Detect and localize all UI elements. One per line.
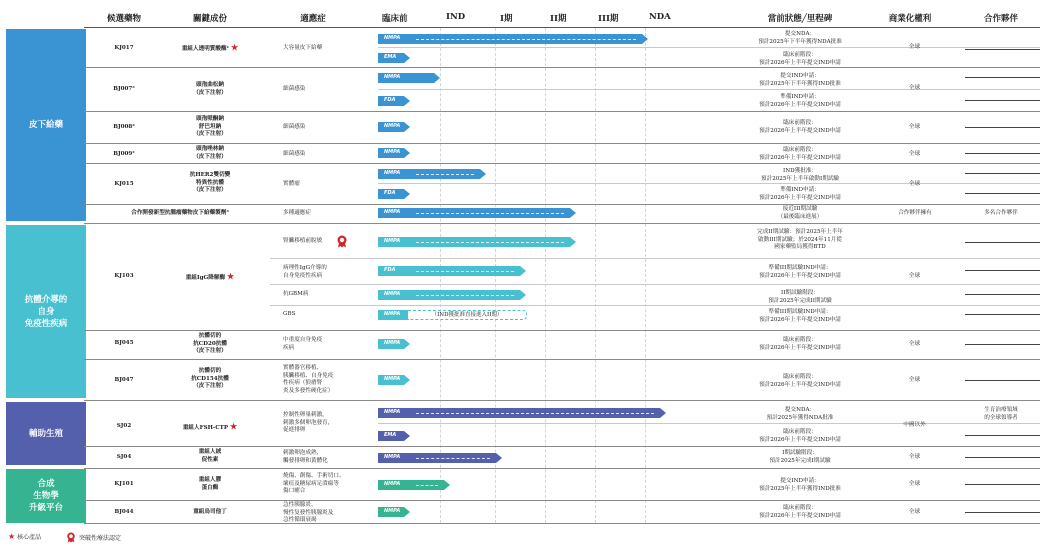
commercial-rights: 中國以外 <box>903 422 926 428</box>
drug-code: 合作開發新型抗腫瘤藥物皮下給藥製劑³ <box>131 210 229 216</box>
status: 提交NDA： 預計2025年獲得NDA批准 <box>766 407 834 421</box>
subrow-rule <box>270 258 1040 259</box>
status: 接近III期試驗 （最後臨床進展） <box>777 206 823 220</box>
commercial-rights: 全球 <box>908 481 921 487</box>
direct-phase2-note: （IND獲批准直接進入II期） <box>408 310 527 320</box>
status: 準備IND申請： 預計2026年上半年提交IND申請 <box>759 94 841 108</box>
drug-code: BJ044 <box>114 509 134 515</box>
regulator-label: NMPA <box>384 170 401 176</box>
partner-blank <box>965 344 1040 345</box>
regulator-label: NMPA <box>384 291 401 297</box>
progress-bar <box>378 73 440 83</box>
partner-blank <box>965 314 1040 315</box>
row-rule <box>84 468 1040 469</box>
progress-bar <box>378 453 502 463</box>
drug-code: BJ009² <box>113 151 135 157</box>
header-partner: 合作夥伴 <box>983 14 1018 24</box>
progress-bar <box>378 339 410 349</box>
row-rule <box>84 359 1040 360</box>
status: IND獲批准： 預計2025年上半年啟動I期試驗 <box>761 168 839 182</box>
ingredient: 頭孢哌酮鈉 舒巴坦鈉 （皮下注射） <box>193 116 227 137</box>
btd-badge-icon <box>336 233 348 246</box>
regulator-label: EMA <box>384 432 397 438</box>
regulator-label: NMPA <box>384 74 401 80</box>
commercial-rights: 全球 <box>908 273 921 279</box>
row-rule <box>84 204 1040 205</box>
status: 提交NDA： 預計2025年下半年獲得NDA批准 <box>758 31 842 45</box>
header-preclinical: 臨床前 <box>382 14 408 24</box>
progress-bar <box>378 96 410 106</box>
indication: 細菌感染 <box>283 151 306 157</box>
legend-core-product: ★ 核心產品 <box>8 532 42 541</box>
progress-bar <box>378 237 576 247</box>
header-phase2: II期 <box>550 14 567 24</box>
partner-blank <box>965 435 1040 436</box>
partner: 多名合作夥伴 <box>984 210 1018 216</box>
indication: 腎臟移植前脫敏 <box>283 238 323 244</box>
indication: 中重度自身免疫 疾病 <box>283 337 323 351</box>
progress-bar <box>378 34 648 44</box>
drug-code: SJ04 <box>116 454 132 460</box>
regulator-label: FDA <box>384 267 396 273</box>
regulator-label: NMPA <box>384 311 401 317</box>
phase-separator <box>595 28 597 523</box>
indication: 控制性卵巢刺激， 刺激多個卵泡發育， 促進排卵 <box>283 412 334 433</box>
drug-code: BJ007² <box>113 86 135 92</box>
partner-blank <box>965 270 1040 271</box>
core-product-star-icon: ★ <box>227 271 235 281</box>
commercial-rights: 全球 <box>908 151 921 157</box>
ingredient: 重組烏司他丁 <box>193 509 227 515</box>
partner-blank <box>965 49 1040 50</box>
regulator-label: NMPA <box>384 238 401 244</box>
ingredient: 抗體切的 抗CD20抗體 （皮下注射） <box>193 333 227 354</box>
header-rights: 商業化權利 <box>888 14 932 24</box>
status: 臨床前階段： 預計2026年上半年提交IND申請 <box>759 120 841 134</box>
indication: 病理性IgG介導的 自身免疫性疾病 <box>283 265 327 279</box>
regulator-label: FDA <box>384 97 396 103</box>
drug-code: KJ015 <box>114 181 134 187</box>
header-candidate: 候選藥物 <box>106 14 141 24</box>
row-rule <box>84 400 1040 401</box>
header-indication: 適應症 <box>300 14 326 24</box>
ingredient: 重組人絨 促性素 <box>198 449 222 463</box>
drug-code: BJ047 <box>114 377 134 383</box>
partner-blank <box>965 457 1040 458</box>
indication: 急性胰腺炎、 慢性复發性胰腺炎及 急性循環衰竭 <box>283 502 334 523</box>
commercial-rights: 全球 <box>908 341 921 347</box>
regulator-label: NMPA <box>384 409 401 415</box>
progress-bar <box>378 375 410 385</box>
progress-bar <box>378 431 410 441</box>
row-rule <box>84 67 1040 68</box>
commercial-rights: 全球 <box>908 44 921 50</box>
progress-bar <box>378 480 450 490</box>
partner-blank <box>965 242 1040 243</box>
drug-code: KJ017 <box>114 45 134 51</box>
row-rule <box>84 111 1040 112</box>
progress-bar <box>378 290 526 300</box>
row-rule <box>84 446 1040 447</box>
progress-bar <box>378 408 666 418</box>
ingredient: 頭孢曲松鈉 （皮下注射） <box>193 82 227 96</box>
commercial-rights: 全球 <box>908 509 921 515</box>
indication: 細菌感染 <box>283 124 306 130</box>
regulator-label: NMPA <box>384 123 401 129</box>
status: I期試驗階段： 預計2025年完成I期試驗 <box>769 450 831 464</box>
ingredient: 抗體切的 抗CD154抗體 （皮下注射） <box>191 368 229 389</box>
status: II期試驗階段： 預計2025年完成II期試驗 <box>768 290 832 304</box>
ingredient: 重組人膠 蛋白酶 <box>198 477 222 491</box>
commercial-rights: 全球 <box>908 377 921 383</box>
regulator-label: EMA <box>384 54 397 60</box>
indication: 實體器官移植、 胰臟移植、自身免疫 性疾病（狼瘡腎 炎及多發性硬化症） <box>283 365 334 394</box>
partner-blank <box>965 484 1040 485</box>
indication: 多種適應症 <box>283 210 311 216</box>
row-rule <box>84 523 1040 524</box>
status: 準備IND申請： 預計2026年上半年提交IND申請 <box>759 187 841 201</box>
progress-bar <box>378 507 410 517</box>
progress-bar <box>378 266 526 276</box>
regulator-label: NMPA <box>384 454 401 460</box>
partner-blank <box>965 512 1040 513</box>
status: 提交IND申請： 預計2025年上半年獲得IND批准 <box>759 478 841 492</box>
progress-bar <box>378 189 410 199</box>
area-autoimmune: 抗體介導的 自身 免疫性疾病 <box>6 225 86 398</box>
regulator-label: FDA <box>384 190 396 196</box>
partner-blank <box>965 153 1040 154</box>
status: 臨床前階段： 預計2026年上半年提交IND申請 <box>759 52 841 66</box>
regulator-label: NMPA <box>384 209 401 215</box>
drug-code: BJ045 <box>114 340 134 346</box>
progress-bar <box>378 122 410 132</box>
status: 完成II期試驗：預計2025年上半年 啟動III期試驗；於2024年11月從 國家藥監局獲得BTD <box>757 229 843 250</box>
row-rule <box>84 143 1040 144</box>
header-ind: IND <box>446 12 466 22</box>
drug-code: BJ008² <box>113 124 135 130</box>
area-assisted-reproduction: 輔助生殖 <box>6 402 86 465</box>
indication: 實體瘤 <box>283 181 300 187</box>
header-status: 當前狀態╱里程碑 <box>767 14 833 24</box>
header-rule <box>84 27 1040 28</box>
indication: 大容量皮下給藥 <box>283 45 323 51</box>
commercial-rights: 全球 <box>908 454 921 460</box>
ingredient: 重組人FSH-CTP ★ <box>182 421 238 431</box>
core-product-star-icon: ★ <box>230 421 238 431</box>
progress-bar <box>378 310 408 320</box>
commercial-rights: 全球 <box>908 181 921 187</box>
indication: 刺激卵泡成熟， 觸發排卵和黃體化 <box>283 450 328 464</box>
drug-code: KJ101 <box>114 481 134 487</box>
ingredient: 重組IgG降解酶 ★ <box>185 271 235 281</box>
header-phase1: I期 <box>500 14 513 24</box>
indication: GBS <box>283 311 296 317</box>
phase-separator <box>545 28 547 523</box>
header-phase3: III期 <box>598 14 619 24</box>
progress-bar <box>378 169 486 179</box>
partner: 生育治療領域 的全球領導者 <box>984 407 1018 421</box>
status: 臨床前階段： 預計2026年上半年提交IND申請 <box>759 374 841 388</box>
status: 臨床前階段： 預計2026年上半年提交IND申請 <box>759 147 841 161</box>
ingredient: 重組人透明質酸酶¹ ★ <box>181 42 239 52</box>
btd-badge-icon <box>66 532 76 543</box>
status: 臨床前階段： 預計2026年上半年提交IND申請 <box>759 505 841 519</box>
progress-bar <box>378 208 576 218</box>
status: 臨床前階段： 預計2026年上半年提交IND申請 <box>759 337 841 351</box>
indication: 燒傷、創傷、手術切口、 壞疽及糖尿病足潰瘍等 傷口癒合 <box>283 473 345 494</box>
status: 臨床前階段： 預計2026年上半年提交IND申請 <box>759 429 841 443</box>
status: 提交IND申請： 預計2025年下半年獲得IND批准 <box>759 73 841 87</box>
ingredient: 頭孢唑林鈉 （皮下注射） <box>193 146 227 160</box>
drug-code: KJ103 <box>114 273 134 279</box>
partner-blank <box>965 173 1040 174</box>
header-ingredient: 關鍵成份 <box>192 14 227 24</box>
indication: 抗GBM病 <box>283 291 309 297</box>
regulator-label: NMPA <box>384 481 401 487</box>
row-rule <box>84 223 1040 224</box>
regulator-label: NMPA <box>384 35 401 41</box>
progress-bar <box>378 53 410 63</box>
area-subcutaneous: 皮下給藥 <box>6 29 86 221</box>
regulator-label: NMPA <box>384 340 401 346</box>
row-rule <box>84 500 1040 501</box>
phase-separator <box>645 28 647 523</box>
status: 準備III期試驗IND申請： 預計2026年上半年提交IND申請 <box>759 265 841 279</box>
subrow-rule <box>270 284 1040 285</box>
legend-btd: 突破性療法認定 <box>66 532 121 543</box>
core-product-star-icon: ★ <box>230 42 239 52</box>
partner-blank <box>965 193 1040 194</box>
partner-blank <box>965 127 1040 128</box>
core-product-star-icon: ★ <box>8 532 16 541</box>
commercial-rights: 合作夥伴擁有 <box>898 210 932 216</box>
indication: 細菌感染 <box>283 86 306 92</box>
progress-bar <box>378 148 410 158</box>
drug-code: SJ02 <box>116 423 132 429</box>
ingredient: 抗HER2雙切變 特異性抗體 （皮下注射） <box>189 172 231 193</box>
regulator-label: NMPA <box>384 508 401 514</box>
partner-blank <box>965 100 1040 101</box>
commercial-rights: 全球 <box>908 124 921 130</box>
status: 準備III期試驗IND申請： 預計2026年上半年提交IND申請 <box>759 309 841 323</box>
header-nda: NDA <box>649 12 671 22</box>
row-rule <box>84 163 1040 164</box>
partner-blank <box>965 77 1040 78</box>
subrow-rule <box>270 305 1040 306</box>
regulator-label: NMPA <box>384 376 401 382</box>
area-synbio: 合成 生物學 升級平台 <box>6 469 86 523</box>
partner-blank <box>965 294 1040 295</box>
partner-blank <box>965 380 1040 381</box>
regulator-label: NMPA <box>384 149 401 155</box>
row-rule <box>84 330 1040 331</box>
commercial-rights: 全球 <box>908 85 921 91</box>
